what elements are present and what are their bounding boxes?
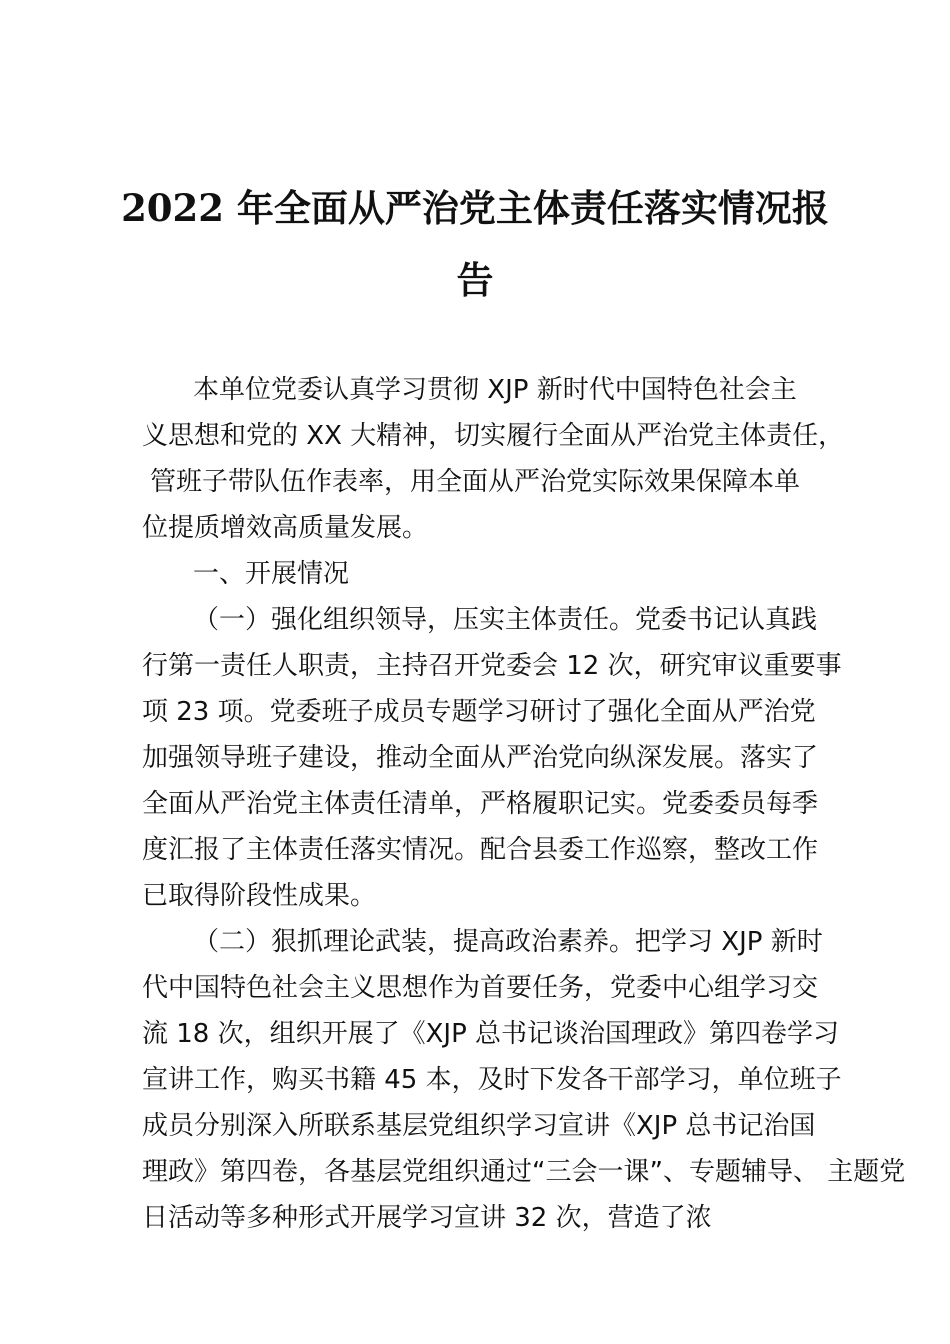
section-heading: 一、开展情况 <box>193 559 350 589</box>
part1-line-2: 行第一责任人职责，主持召开党委会 12 次，研究审议重要事 <box>142 651 842 681</box>
part2-line-5: 成员分别深入所联系基层党组织学习宣讲《XJP 总书记治国 <box>142 1111 816 1141</box>
part2-line-2: 代中国特色社会主义思想作为首要任务，党委中心组学习交 <box>142 973 819 1003</box>
part2-line-4: 宣讲工作，购买书籍 45 本，及时下发各干部学习，单位班子 <box>142 1065 842 1095</box>
document-title-line-1: 2022 年全面从严治党主体责任落实情况报 <box>121 186 829 230</box>
intro-line-1: 本单位党委认真学习贯彻 XJP 新时代中国特色社会主 <box>193 375 797 405</box>
part2-line-3: 流 18 次，组织开展了《XJP 总书记谈治国理政》第四卷学习 <box>142 1019 840 1049</box>
intro-line-4: 位提质增效高质量发展。 <box>142 513 429 543</box>
part1-line-3: 项 23 项。党委班子成员专题学习研讨了强化全面从严治党 <box>142 697 816 727</box>
part1-line-1: （一）强化组织领导，压实主体责任。党委书记认真践 <box>193 605 818 635</box>
part1-line-7: 已取得阶段性成果。 <box>142 881 377 911</box>
part1-line-6: 度汇报了主体责任落实情况。配合县委工作巡察，整改工作 <box>142 835 819 865</box>
intro-line-2: 义思想和党的 XX 大精神，切实履行全面从严治党主体责任， <box>142 421 845 451</box>
part2-line-7: 日活动等多种形式开展学习宣讲 32 次，营造了浓 <box>142 1203 712 1233</box>
part1-line-4: 加强领导班子建设，推动全面从严治党向纵深发展。落实了 <box>142 743 819 773</box>
part2-line-6: 理政》第四卷，各基层党组织通过“三会一课”、专题辅导、 主题党 <box>142 1157 906 1187</box>
part1-line-5: 全面从严治党主体责任清单，严格履职记实。党委委员每季 <box>142 789 819 819</box>
intro-line-3: 管班子带队伍作表率，用全面从严治党实际效果保障本单 <box>150 467 801 497</box>
part2-line-1: （二）狠抓理论武装，提高政治素养。把学习 XJP 新时 <box>193 927 823 957</box>
document-title-line-2: 告 <box>456 258 494 302</box>
